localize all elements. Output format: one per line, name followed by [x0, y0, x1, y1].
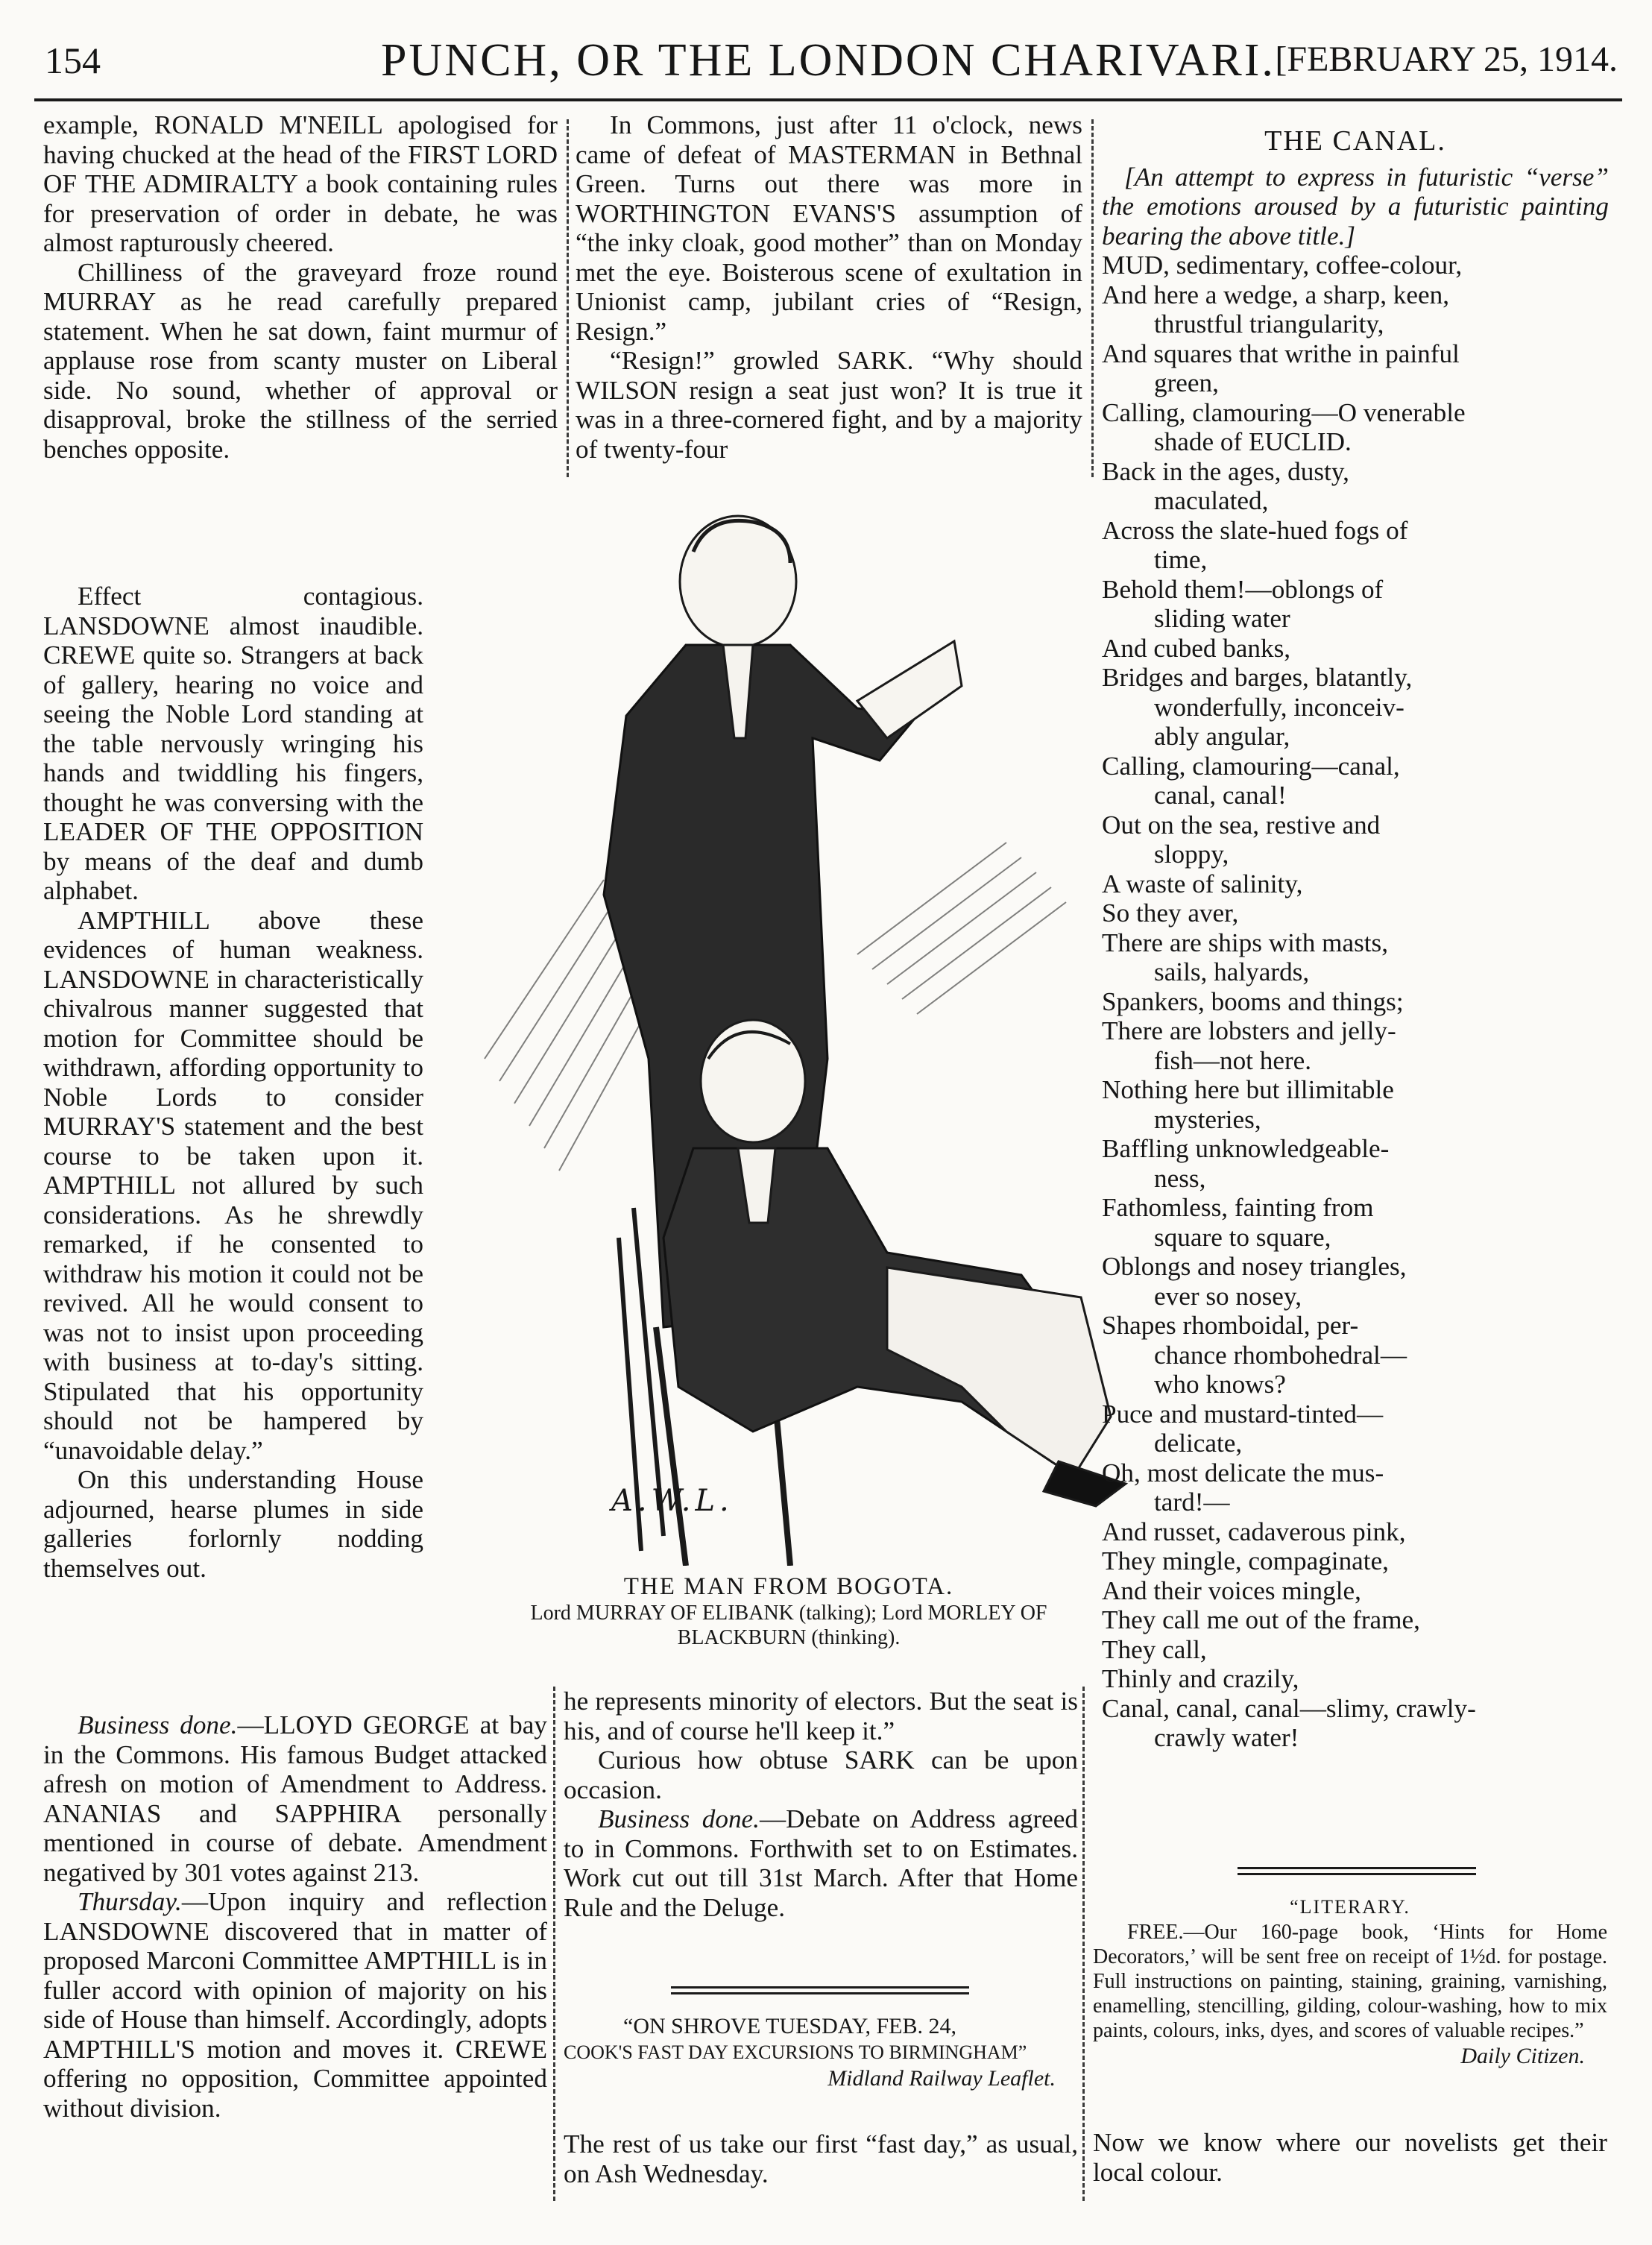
- poem-the-canal: [1102, 127, 1609, 1753]
- poem-line: wonderfully, inconceiv-: [1154, 692, 1404, 722]
- poem-line: Fathomless, fainting from: [1102, 1193, 1374, 1222]
- poem-line: who knows?: [1154, 1370, 1286, 1399]
- poem-line: green,: [1154, 368, 1219, 397]
- poem-line: sloppy,: [1154, 840, 1229, 869]
- column-divider-upper-right: [1091, 119, 1094, 477]
- poem-line: Thinly and crazily,: [1102, 1664, 1299, 1693]
- issue-date: [FEBRUARY 25, 1914.: [1275, 40, 1618, 79]
- poem-line: ever so nosey,: [1154, 1281, 1302, 1311]
- literary-body: FREE.—Our 160-page book, ‘Hints for Home Decorators,’ will be sent free on receipt of 1½d. for postage. Full instructions on painting, staining, graining, varnishing, enamelling, stencilling, gilding, colour-washing, how to mix paints, colours, inks, dyes, and scores of valuable recipes.”: [1093, 1921, 1607, 2042]
- poem-line: There are lobsters and jelly-: [1102, 1016, 1396, 1045]
- column-1-narrow: [43, 582, 423, 1583]
- poem-line: Across the slate-hued fogs of: [1102, 515, 1408, 545]
- literary-notice: [1093, 1894, 1607, 2069]
- paragraph: Business done.—Debate on Address agreed to in Commons. Forthwith set to on Estimates. Work cut out till 31st March. After that Home Rule and the Deluge.: [564, 1804, 1078, 1922]
- poem-line: fish—not here.: [1154, 1045, 1312, 1075]
- poem-line: A waste of salinity,: [1102, 869, 1303, 898]
- caption-line: Lord MURRAY OF ELIBANK (talking); Lord MORLEY OF: [530, 1602, 1047, 1625]
- seated-figure: [663, 1020, 1126, 1506]
- quote-block: [564, 2013, 1078, 2091]
- poem-line: Oh, most delicate the mus-: [1102, 1458, 1384, 1487]
- section-rule: [1238, 1867, 1476, 1869]
- poem-title: THE CANAL.: [1264, 125, 1446, 157]
- poem-line: Baffling unknowledgeable-: [1102, 1134, 1390, 1163]
- poem-line: Calling, clamouring—O venerable: [1102, 397, 1466, 427]
- column-2-top: [576, 110, 1082, 464]
- masthead-title: PUNCH, OR THE LONDON CHARIVARI.: [381, 35, 1276, 86]
- paragraph: Now we know where our novelists get their local colour.: [1093, 2128, 1607, 2187]
- paragraph: Effect contagious. LANSDOWNE almost inaudible. CREWE quite so. Strangers at back of gallery, hearing no voice and seeing the Noble Lord standing at the table nervously wringing his hands and twiddling his fingers, thought he was conversing with the LEADER OF THE OPPOSITION by means of the deaf and dumb alphabet.: [43, 582, 423, 905]
- illustration-caption: [505, 1573, 1072, 1650]
- column-2-closing: [564, 2129, 1078, 2188]
- poem-line: ably angular,: [1154, 722, 1290, 751]
- poem-line: Behold them!—oblongs of: [1102, 574, 1384, 604]
- poem-line: There are ships with masts,: [1102, 928, 1389, 957]
- poem-line: And their voices mingle,: [1102, 1575, 1361, 1605]
- column-divider-lower-left: [553, 1687, 555, 2201]
- section-rule: [1238, 1873, 1476, 1875]
- quote-line: COOK'S FAST DAY EXCURSIONS TO BIRMINGHAM”: [564, 2041, 1027, 2063]
- section-rule: [671, 1986, 969, 1989]
- poem-line: Bridges and barges, blatantly,: [1102, 663, 1413, 692]
- poem-line: canal, canal!: [1154, 781, 1287, 810]
- business-done-label: Business done.: [598, 1804, 760, 1833]
- poem-line: And cubed banks,: [1102, 633, 1291, 663]
- poem-line: Oblongs and nosey triangles,: [1102, 1252, 1407, 1281]
- poem-line: sails, halyards,: [1154, 957, 1310, 986]
- poem-line: Nothing here but illimitable: [1102, 1075, 1394, 1104]
- poem-line: Shapes rhomboidal, per-: [1102, 1311, 1359, 1340]
- column-3-closing: [1093, 2128, 1607, 2187]
- header-rule: [34, 98, 1622, 101]
- poem-line: ness,: [1154, 1163, 1206, 1193]
- poem-line: And squares that writhe in painful: [1102, 339, 1460, 368]
- poem-line: thrustful triangularity,: [1154, 309, 1384, 339]
- column-2-bottom: [564, 1687, 1078, 1922]
- poem-line: And here a wedge, a sharp, keen,: [1102, 280, 1450, 309]
- poem-line: sliding water: [1154, 604, 1290, 633]
- poem-line: tard!—: [1154, 1487, 1230, 1517]
- page-number: 154: [45, 40, 101, 81]
- poem-line: Puce and mustard-tinted—: [1102, 1399, 1384, 1429]
- poem-line: They call,: [1102, 1634, 1207, 1664]
- poem-line: Calling, clamouring—canal,: [1102, 751, 1400, 781]
- poem-line: crawly water!: [1154, 1723, 1299, 1752]
- paragraph: “Resign!” growled SARK. “Why should WILSON resign a seat just won? It is true it was in a three-cornered fight, and by a majority of twenty-four: [576, 346, 1082, 464]
- paragraph: Business done.—LLOYD GEORGE at bay in the Commons. His famous Budget attacked afresh on motion of Amendment to Address. ANANIAS and SAPPHIRA personally mentioned in course of debate. Amendment negatived by 301 votes against 213.: [43, 1710, 547, 1887]
- quote-line: “ON SHROVE TUESDAY, FEB. 24,: [623, 2014, 957, 2038]
- paragraph: On this understanding House adjourned, hearse plumes in side galleries forlornly nodding themselves out.: [43, 1465, 423, 1583]
- poem-line: Spankers, booms and things;: [1102, 986, 1404, 1016]
- paragraph: The rest of us take our first “fast day,” as usual, on Ash Wednesday.: [564, 2129, 1078, 2188]
- section-rule: [671, 1992, 969, 1994]
- poem-line: chance rhombohedral—: [1154, 1340, 1407, 1370]
- caption-title: THE MAN FROM BOGOTA.: [623, 1573, 954, 1600]
- poem-line: Back in the ages, dusty,: [1102, 456, 1349, 486]
- poem-line: maculated,: [1154, 486, 1269, 515]
- poem-line: Canal, canal, canal—slimy, crawly-: [1102, 1693, 1476, 1723]
- poem-line: They mingle, compaginate,: [1102, 1546, 1389, 1575]
- poem-line: MUD, sedimentary, coffee-colour,: [1102, 251, 1463, 280]
- poem-line: And russet, cadaverous pink,: [1102, 1517, 1406, 1546]
- literary-source: Daily Citizen.: [1460, 2044, 1585, 2068]
- column-1-top: [43, 110, 558, 464]
- quote-source: Midland Railway Leaflet.: [827, 2066, 1056, 2091]
- paragraph: Curious how obtuse SARK can be upon occasion.: [564, 1745, 1078, 1804]
- poem-line: Out on the sea, restive and: [1102, 810, 1381, 840]
- caption-line: BLACKBURN (thinking).: [677, 1626, 901, 1649]
- column-1-bottom: [43, 1710, 547, 2123]
- poem-line: They call me out of the frame,: [1102, 1605, 1420, 1634]
- paragraph: he represents minority of electors. But the seat is his, and of course he'll keep it.”: [564, 1687, 1078, 1745]
- column-divider-upper-left: [567, 119, 569, 477]
- paragraph: AMPTHILL above these evidences of human weakness. LANSDOWNE in characteristically chivalrous manner suggested that motion for Committee should be withdrawn, affording opportunity to Noble Lords to consider MURRAY'S statement and the best course to be taken upon it. AMPTHILL not allured by such considerations. As he shrewdly remarked, if he consented to withdraw his motion it could not be revived. All he would consent to was not to insist upon proceeding with business at to-day's sitting. Stipulated that his opportunity should not be hampered by “unavoidable delay.”: [43, 905, 423, 1465]
- paragraph: example, RONALD M'NEILL apologised for having chucked at the head of the FIRST LORD OF THE ADMIRALTY a book containing rules for preservation of order in debate, he was almost rapturously cheered.: [43, 110, 558, 257]
- page-header: [34, 33, 1622, 92]
- poem-line: delicate,: [1154, 1429, 1243, 1458]
- day-label: Thursday.: [78, 1887, 182, 1916]
- paragraph: In Commons, just after 11 o'clock, news came of defeat of MASTERMAN in Bethnal Green. Turns out there was more in WORTHINGTON EVANS'S assumption of “the inky cloak, good mother” than on Monday met the eye. Boisterous scene of exultation in Unionist camp, jubilant cries of “Resign, Resign.”: [576, 110, 1082, 346]
- poem-intro: [An attempt to express in futuristic “verse” the emotions aroused by a futuristic painting bearing the above title.]: [1102, 162, 1609, 251]
- artist-signature: A.W.L.: [611, 1484, 734, 1518]
- poem-line: square to square,: [1154, 1222, 1331, 1252]
- poem-line: mysteries,: [1154, 1104, 1261, 1134]
- paragraph: Chilliness of the graveyard froze round MURRAY as he read carefully prepared statement. When he sat down, faint murmur of applause rose from scanty muster on Liberal side. No sound, whether of approval or disapproval, broke the stillness of the serried benches opposite.: [43, 257, 558, 464]
- poem-line: time,: [1154, 545, 1208, 574]
- business-done-label: Business done.: [78, 1710, 238, 1739]
- literary-heading: “LITERARY.: [1290, 1896, 1410, 1918]
- poem-lines: [1102, 251, 1609, 1753]
- poem-line: So they aver,: [1102, 898, 1239, 928]
- column-divider-lower-right: [1082, 1687, 1085, 2201]
- paragraph: Thursday.—Upon inquiry and reflection LANSDOWNE discovered that in matter of proposed Marconi Committee AMPTHILL is in fuller accord with opinion of majority on his side of House than himself. Accordingly, adopts AMPTHILL'S motion and moves it. CREWE offering no opposition, Committee appointed without division.: [43, 1887, 547, 2123]
- cartoon-illustration: [440, 492, 1200, 1566]
- poem-line: shade of EUCLID.: [1154, 427, 1352, 456]
